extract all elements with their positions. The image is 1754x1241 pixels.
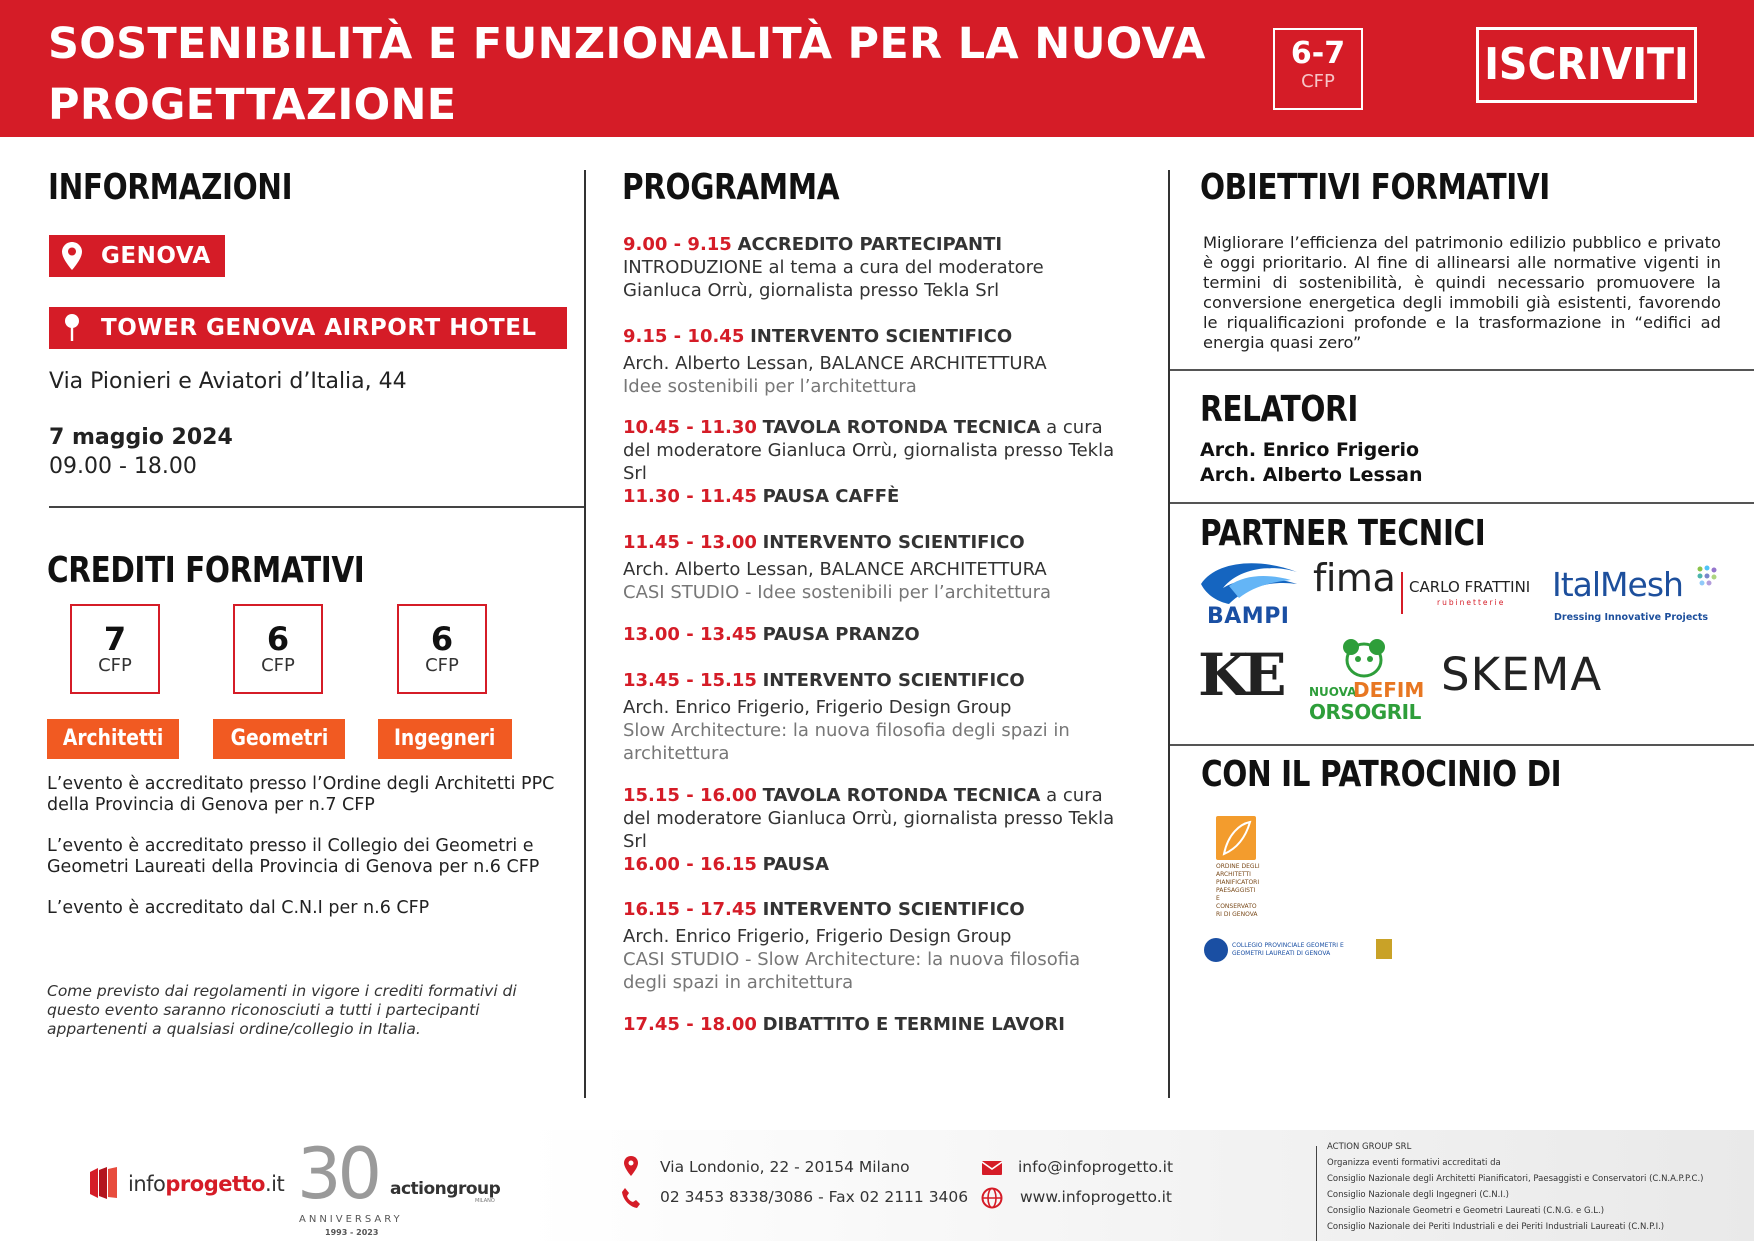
program-time: 15.15 - 16.00 — [623, 785, 757, 806]
infoprogetto-text-info: info — [128, 1172, 166, 1196]
cfp-badge-unit: CFP — [1301, 71, 1335, 92]
bampi-wave-icon — [1199, 558, 1301, 608]
credits-note: Come previsto dai regolamenti in vigore i crediti formativi di questo evento saranno riconosciuti a tutti i partecipanti appartenenti a qualsiasi ordine/collegio in Italia. — [47, 982, 517, 1038]
speakers-title: RELATORI — [1200, 389, 1358, 430]
cfp-architetti-value: 7 — [103, 620, 127, 658]
event-hours: 09.00 - 18.00 — [49, 454, 197, 479]
program-topic: Idee sostenibili per l’architettura — [623, 376, 917, 397]
program-time: 9.15 - 10.45 — [623, 326, 745, 347]
objectives-divider — [1170, 369, 1754, 371]
program-item — [623, 233, 1123, 302]
ordine-architetti-genova-logo — [1216, 816, 1260, 918]
register-button[interactable]: ISCRIVITI — [1476, 27, 1697, 103]
program-item-heading — [623, 898, 1123, 921]
objectives-title: OBIETTIVI FORMATIVI — [1200, 167, 1550, 208]
program-item — [623, 325, 1123, 398]
program-item-heading — [623, 623, 1123, 646]
cfp-badge-value: 6-7 — [1290, 36, 1346, 71]
phone-icon — [621, 1187, 641, 1209]
partners-title: PARTNER TECNICI — [1200, 513, 1486, 554]
program-time: 13.45 - 15.15 — [623, 670, 757, 691]
venue-address: Via Pionieri e Aviatori d’Italia, 44 — [49, 369, 407, 394]
program-item — [623, 623, 1123, 646]
company-line: ACTION GROUP SRL — [1327, 1142, 1412, 1152]
program-item-heading — [623, 669, 1123, 692]
program-item — [623, 669, 1123, 765]
cfp-geometri — [233, 604, 323, 694]
patronage-title: CON IL PATROCINIO DI — [1201, 754, 1562, 795]
program-speaker: INTRODUZIONE al tema a cura del moderatore Gianluca Orrù, giornalista presso Tekla Srl — [623, 257, 1044, 301]
fima-logo — [1313, 556, 1538, 622]
nuova-defim-orsogril-logo — [1307, 638, 1427, 724]
fima-divider — [1401, 572, 1403, 614]
actiongroup-text: actiongroup — [390, 1179, 501, 1199]
category-architetti-label: Architetti — [62, 726, 164, 751]
partners-divider — [1170, 744, 1754, 746]
program-topic: CASI STUDIO - Idee sostenibili per l’architettura — [623, 582, 1052, 603]
credits-title: CREDITI FORMATIVI — [47, 550, 365, 591]
company-line: Organizza eventi formativi accreditati da — [1327, 1158, 1501, 1168]
category-architetti — [47, 719, 179, 759]
program-activity: ACCREDITO PARTECIPANTI — [737, 234, 1003, 255]
speakers-divider — [1170, 502, 1754, 504]
footer-address: Via Londonio, 22 - 20154 Milano — [660, 1158, 910, 1176]
column-divider-right — [1168, 170, 1170, 1098]
program-activity: PAUSA PRANZO — [762, 624, 920, 645]
venue-tag — [49, 307, 567, 349]
program-item — [623, 784, 1123, 853]
cfp-architetti — [70, 604, 160, 694]
program-title: PROGRAMMA — [622, 167, 840, 208]
speaker-name: Arch. Alberto Lessan — [1200, 464, 1423, 486]
cfp-geometri-value: 6 — [266, 620, 290, 658]
program-time: 11.45 - 13.00 — [623, 532, 757, 553]
anniversary-years: 1993 - 2023 — [325, 1228, 379, 1237]
header-banner — [0, 0, 1754, 137]
program-speaker: Arch. Enrico Frigerio, Frigerio Design Group — [623, 697, 1012, 718]
leaf-icon — [1216, 816, 1256, 860]
program-item-heading — [623, 416, 1123, 485]
globe-icon — [981, 1187, 1003, 1209]
program-time: 16.00 - 16.15 — [623, 854, 757, 875]
cfp-ingegneri-unit: CFP — [425, 655, 459, 676]
program-item-heading — [623, 1013, 1123, 1036]
program-time: 16.15 - 17.45 — [623, 899, 757, 920]
speaker-name: Arch. Enrico Frigerio — [1200, 439, 1420, 461]
cfp-geometri-unit: CFP — [261, 655, 295, 676]
program-activity: INTERVENTO SCIENTIFICO — [762, 670, 1025, 691]
program-activity: TAVOLA ROTONDA TECNICA — [762, 785, 1041, 806]
footer-website[interactable]: www.infoprogetto.it — [1020, 1188, 1173, 1206]
anniversary-label: ANNIVERSARY — [299, 1214, 403, 1225]
objectives-text: Migliorare l’efficienza del patrimonio edilizio pubblico e privato è oggi prioritario. Al fine di allinearsi alle normative vigenti in termini di sostenibilità, è quindi necessario promuovere la conversione energetica degli immobili già esistenti, favorendo le riqualificazioni profonde e la trasformazione in “edifici ad energia quasi zero” — [1203, 233, 1721, 352]
infoprogetto-mark-icon — [88, 1166, 120, 1200]
program-time: 9.00 - 9.15 — [623, 234, 732, 255]
map-pin-icon — [61, 313, 83, 343]
collegio-geometri-mark — [1376, 939, 1392, 959]
category-geometri — [213, 719, 345, 759]
italmesh-logo — [1552, 565, 1732, 627]
company-line: Consiglio Nazionale degli Ingegneri (C.N.I.) — [1327, 1190, 1509, 1200]
italmesh-text: ItalMesh — [1552, 565, 1683, 604]
program-activity-detail: a cura del moderatore Gianluca Orrù, giornalista presso Tekla Srl — [623, 417, 1115, 484]
cfp-ingegneri — [397, 604, 487, 694]
italmesh-dots-icon — [1694, 563, 1720, 589]
program-item-heading — [623, 485, 1123, 508]
rubinetterie-text: rubinetterie — [1437, 598, 1506, 607]
program-item — [623, 1013, 1123, 1036]
ke-logo: KE — [1198, 641, 1281, 709]
ordine-architetti-emblem — [1216, 816, 1256, 860]
program-activity: PAUSA — [762, 854, 830, 875]
nuova-text: NUOVA — [1309, 685, 1357, 699]
program-time: 10.45 - 11.30 — [623, 417, 757, 438]
program-item-heading — [623, 233, 1123, 256]
anniversary-number: 30 — [297, 1133, 379, 1215]
fima-text: fima — [1313, 556, 1396, 600]
event-date: 7 maggio 2024 — [49, 425, 233, 450]
cfp-badge — [1273, 28, 1363, 110]
actiongroup-city: MILANO — [475, 1198, 495, 1204]
collegio-geometri-genova-logo — [1203, 937, 1393, 963]
info-title: INFORMAZIONI — [48, 167, 293, 208]
program-item-heading — [623, 784, 1123, 853]
accreditation-ingegneri: L’evento è accreditato dal C.N.I per n.6 CFP — [47, 898, 430, 918]
panda-icon — [1341, 638, 1387, 678]
program-item — [623, 485, 1123, 508]
company-line: Consiglio Nazionale Geometri e Geometri Laureati (C.N.G. e G.L.) — [1327, 1206, 1605, 1216]
program-topic: CASI STUDIO - Slow Architecture: la nuova filosofia degli spazi in architettura — [623, 949, 1081, 993]
program-item-heading — [623, 325, 1123, 348]
program-item — [623, 898, 1123, 994]
city-label: GENOVA — [101, 243, 211, 269]
category-ingegneri-label: Ingegneri — [394, 726, 496, 751]
program-time: 13.00 - 13.45 — [623, 624, 757, 645]
program-speaker: Arch. Enrico Frigerio, Frigerio Design Group — [623, 926, 1012, 947]
carlo-frattini-text: CARLO FRATTINI — [1409, 578, 1531, 596]
infoprogetto-text — [128, 1172, 284, 1196]
infoprogetto-suffix: .it — [265, 1172, 285, 1196]
program-item — [623, 531, 1123, 604]
cfp-architetti-unit: CFP — [98, 655, 132, 676]
program-item-heading — [623, 531, 1123, 554]
defim-text: DEFIM — [1353, 678, 1425, 702]
program-item-heading — [623, 853, 1123, 876]
program-activity: INTERVENTO SCIENTIFICO — [762, 899, 1025, 920]
infoprogetto-logo — [88, 1166, 285, 1206]
company-line: Consiglio Nazionale dei Periti Industriali e dei Periti Industriali Laureati (C.N.P.I.) — [1327, 1222, 1665, 1232]
company-line: Consiglio Nazionale degli Architetti Pianificatori, Paesaggisti e Conservatori (C.N.A.P.P.C.) — [1327, 1174, 1704, 1184]
page-title: SOSTENIBILITÀ E FUNZIONALITÀ PER LA NUOVA PROGETTAZIONE — [48, 19, 1206, 130]
address-pin-icon — [623, 1155, 639, 1177]
italmesh-tagline: Dressing Innovative Projects — [1554, 612, 1709, 623]
orsogril-text: ORSOGRIL — [1309, 700, 1421, 724]
program-activity: PAUSA CAFFÈ — [762, 486, 900, 507]
bampi-text: BAMPI — [1207, 604, 1290, 629]
ordine-architetti-text: ORDINE DEGLI ARCHITETTI PIANIFICATORI PAESAGGISTI E CONSERVATORI DI GENOVA — [1216, 863, 1260, 918]
accreditation-architetti: L’evento è accreditato presso l’Ordine degli Architetti PPC della Provincia di Genova per n.7 CFP — [47, 774, 555, 815]
program-item — [623, 416, 1123, 485]
footer — [0, 1130, 1754, 1241]
program-item — [623, 853, 1123, 876]
program-activity: INTERVENTO SCIENTIFICO — [750, 326, 1013, 347]
footer-divider — [1316, 1146, 1317, 1241]
program-activity-detail: a cura del moderatore Gianluca Orrù, giornalista presso Tekla Srl — [623, 785, 1115, 852]
footer-phone: 02 3453 8338/3086 - Fax 02 2111 3406 — [660, 1188, 969, 1206]
category-ingegneri — [378, 719, 512, 759]
email-icon — [981, 1160, 1003, 1176]
accreditation-geometri: L’evento è accreditato presso il Collegio dei Geometri e Geometri Laureati della Provincia di Genova per n.6 CFP — [47, 836, 540, 877]
program-speaker: Arch. Alberto Lessan, BALANCE ARCHITETTURA — [623, 559, 1047, 580]
collegio-geometri-text: COLLEGIO PROVINCIALE GEOMETRI E GEOMETRI LAUREATI DI GENOVA — [1232, 942, 1344, 957]
collegio-geometri-emblem-icon — [1203, 937, 1229, 963]
cfp-ingegneri-value: 6 — [430, 620, 454, 658]
city-tag — [49, 235, 225, 277]
program-activity: TAVOLA ROTONDA TECNICA — [762, 417, 1041, 438]
location-pin-icon — [61, 241, 83, 271]
skema-logo: SKEMA — [1441, 648, 1603, 701]
infoprogetto-text-progetto: progetto — [165, 1172, 265, 1196]
program-topic: Slow Architecture: la nuova filosofia degli spazi in architettura — [623, 720, 1070, 764]
category-geometri-label: Geometri — [230, 726, 328, 751]
program-activity: DIBATTITO E TERMINE LAVORI — [762, 1014, 1065, 1035]
info-divider — [49, 506, 584, 508]
program-time: 11.30 - 11.45 — [623, 486, 757, 507]
bampi-logo — [1199, 558, 1301, 630]
program-speaker: Arch. Alberto Lessan, BALANCE ARCHITETTURA — [623, 353, 1047, 374]
footer-email[interactable]: info@infoprogetto.it — [1018, 1158, 1174, 1176]
venue-label: TOWER GENOVA AIRPORT HOTEL — [101, 315, 537, 341]
anniversary-logo — [297, 1133, 501, 1237]
program-time: 17.45 - 18.00 — [623, 1014, 757, 1035]
column-divider-left — [584, 170, 586, 1098]
program-activity: INTERVENTO SCIENTIFICO — [762, 532, 1025, 553]
